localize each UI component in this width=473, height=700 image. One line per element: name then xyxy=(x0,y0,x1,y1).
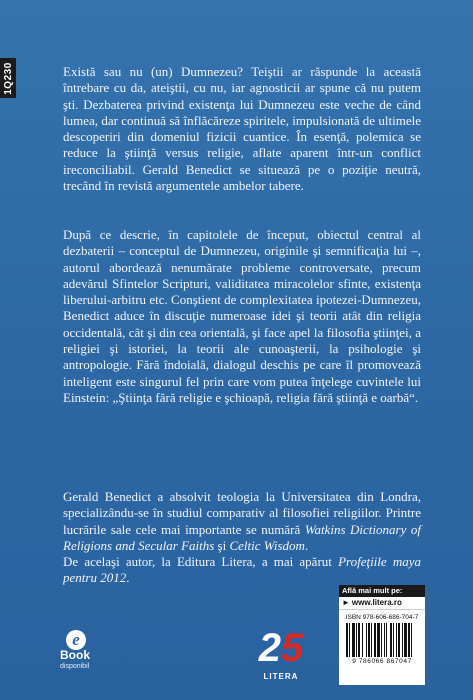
same-author-end: . xyxy=(126,570,130,586)
author-bio xyxy=(63,489,421,587)
info-box-title: Află mai mult pe: xyxy=(339,585,425,597)
same-author-text xyxy=(63,554,421,587)
book-title-celtic: Celtic Wisdom xyxy=(229,537,305,553)
description-paragraph-2 xyxy=(63,227,421,406)
ebook-e-icon: e xyxy=(66,630,86,650)
barcode-digits: 9 786066 867047 xyxy=(352,658,412,665)
book-title-watkins: Watkins Dictionary of Religions and Secular Faiths xyxy=(63,521,422,553)
bio-text: Gerald Benedict a absolvit teologia la Universitatea din Londra, specializându-se în studiul comparativ al filosofiei religiilor. Printre lucrările sale cele mai importante se numără xyxy=(63,489,421,537)
ebook-label: Book xyxy=(60,648,90,662)
logo-number xyxy=(256,626,306,670)
info-box xyxy=(339,585,425,685)
spine-badge-text: 1Q230 xyxy=(2,61,14,95)
bio-and: şi xyxy=(214,537,230,553)
ebook-badge xyxy=(60,630,110,674)
paragraph-text: Există sau nu (un) Dumnezeu? Teiştii ar răspunde la această întrebare cu da, ateiştii, cu nu, iar agnosticii ar spune că nu putem şti. Dezbaterea privind existenţa lui Dumnezeu este veche de când lumea, dar continuă să înflăcăreze spiritele, impulsionată de ultimele descoperiri din domeniul fizicii cuantice. În esenţă, polemica se reduce la ştiinţă versus religie, aflate aparent într-un conflict ireconciliabil. Gerald Benedict se situează pe o poziţie neutră, trecând în revistă argumentele ambelor tabere. xyxy=(63,64,421,194)
publisher-name: LITERA xyxy=(263,672,299,681)
same-author-lead: De acelaşi autor, la Editura Litera, a mai apărut xyxy=(63,554,339,570)
ebook-sublabel: disponibil xyxy=(60,663,90,670)
website-text: www.litera.ro xyxy=(351,598,402,607)
arrow-icon: ► xyxy=(342,598,350,607)
paragraph-text: După ce descrie, în capitolele de început, obiectul central al dezbaterii – conceptul de Dumnezeu, originile şi semnificaţia lui –, autorul abordează nenumărate probleme controversate, precum adevărul Sfintelor Scripturi, validitatea miracolelor sfinte, existenţa liberului-arbitru etc. Conştient de complexitatea ipotezei-Dumnezeu, Benedict aduce în discuţie numeroase idei şi teorii atât din religia occidentală, cât şi din cea orientală, şi face apel la filosofia ştiinţei, a religiei şi istoriei, la teorii ale cunoaşterii, la psihologie şi antropologie. Fără îndoială, dialogul deschis pe care îl promovează inteligent este singurul fel prin care vom putea înţelege cuvintele lui Einstein: „Ştiinţa fără religie e şchioapă, religia fără ştiinţă e oarbă“. xyxy=(63,227,421,405)
barcode xyxy=(344,623,420,669)
isbn-text: ISBN 978-606-686-704-7 xyxy=(345,614,419,621)
author-bio-text xyxy=(63,489,421,554)
bio-end: . xyxy=(304,537,309,553)
publisher-logo xyxy=(256,626,306,688)
spine-badge xyxy=(0,58,16,98)
barcode-icon xyxy=(344,623,420,657)
description-paragraph-1 xyxy=(63,64,421,194)
logo-digit-5: 5 xyxy=(281,626,304,670)
book-title-prophecies: Profeţiile maya pentru 2012 xyxy=(63,554,421,586)
logo-digit-2: 2 xyxy=(258,626,281,670)
website-link[interactable] xyxy=(339,597,425,610)
